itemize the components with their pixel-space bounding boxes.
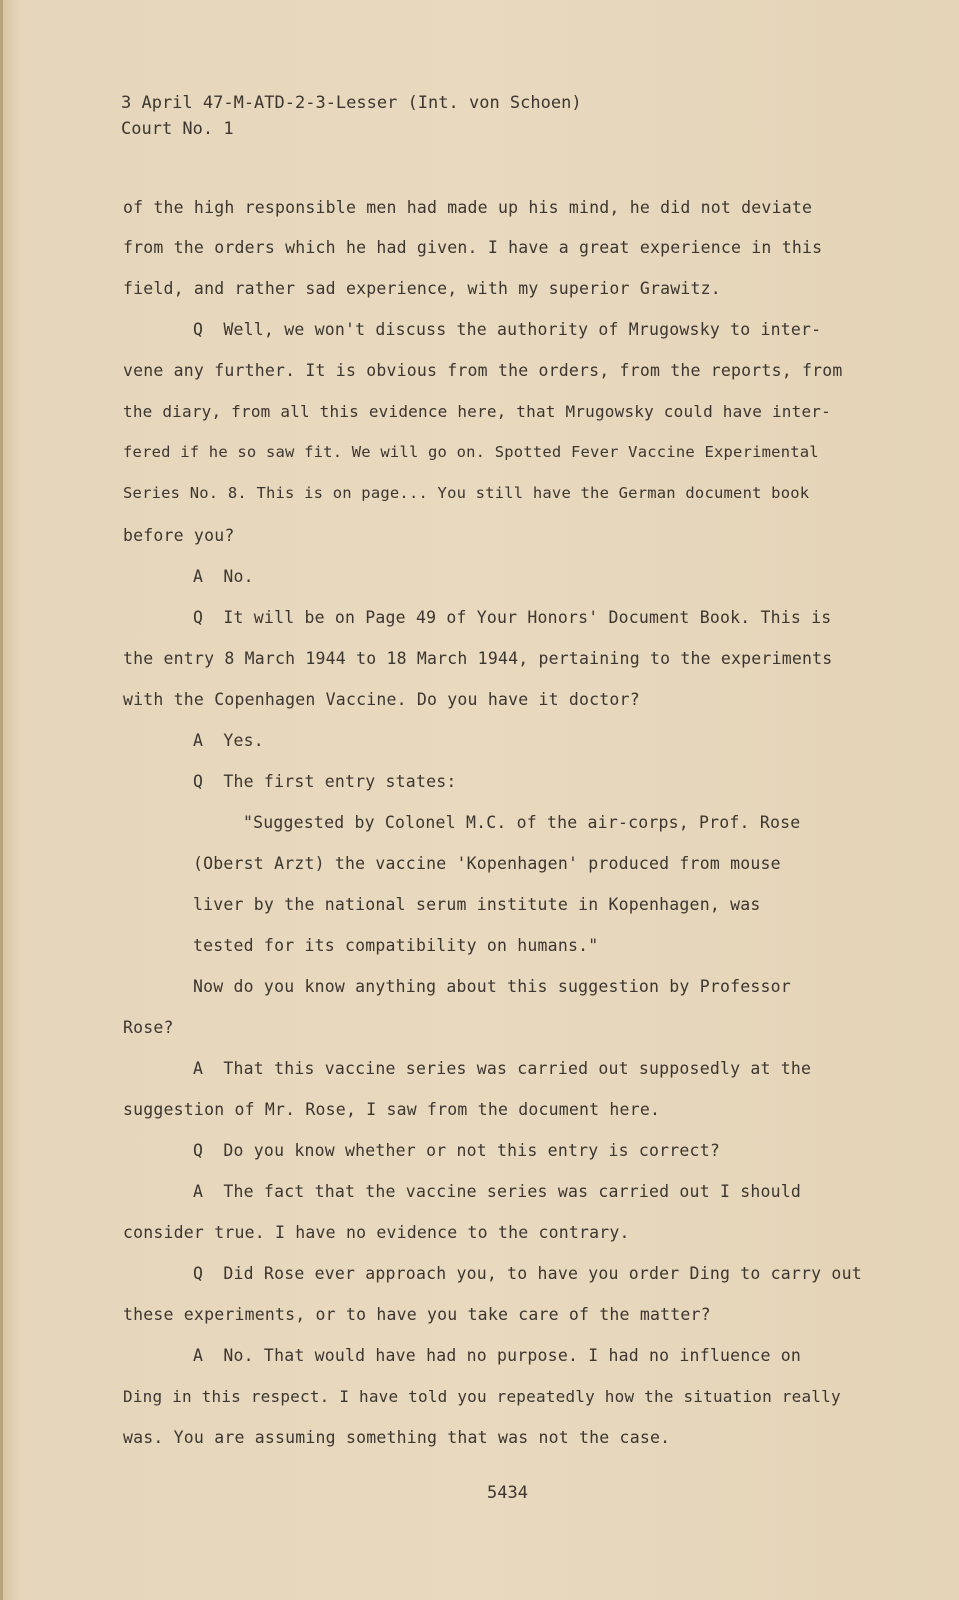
text-line: fered if he so saw fit. We will go on. Spotted Fever Vaccine Experimental (123, 443, 819, 461)
text-line: the diary, from all this evidence here, that Mrugowsky could have inter- (123, 402, 831, 421)
text-line: Rose? (123, 1018, 174, 1037)
text-line: A No. (193, 567, 254, 586)
text-line: Q Did Rose ever approach you, to have you order Ding to carry out (193, 1264, 862, 1283)
text-line: was. You are assuming something that was not the case. (123, 1428, 671, 1447)
quoted-line: (Oberst Arzt) the vaccine 'Kopenhagen' produced from mouse (193, 854, 781, 873)
text-line: Q It will be on Page 49 of Your Honors' Document Book. This is (193, 608, 832, 627)
quoted-line: "Suggested by Colonel M.C. of the air-corps, Prof. Rose (243, 813, 801, 832)
text-line: Now do you know anything about this suggestion by Professor (193, 977, 791, 996)
text-line: before you? (123, 526, 235, 545)
text-line: consider true. I have no evidence to the contrary. (123, 1223, 630, 1242)
text-line: suggestion of Mr. Rose, I saw from the document here. (123, 1100, 661, 1119)
text-line: the entry 8 March 1944 to 18 March 1944, pertaining to the experiments (123, 649, 833, 668)
page-number: 5434 (487, 1483, 528, 1503)
text-line: field, and rather sad experience, with my superior Grawitz. (123, 279, 721, 298)
text-line: A The fact that the vaccine series was carried out I should (193, 1182, 802, 1201)
text-line: Q Do you know whether or not this entry is correct? (193, 1141, 720, 1160)
text-line: Series No. 8. This is on page... You still have the German document book (123, 484, 810, 502)
document-header (121, 90, 582, 142)
text-line: these experiments, or to have you take care of the matter? (123, 1305, 711, 1324)
text-line: A No. That would have had no purpose. I had no influence on (193, 1346, 802, 1365)
text-line: of the high responsible men had made up his mind, he did not deviate (123, 198, 813, 217)
header-court-line: Court No. 1 (121, 119, 234, 139)
text-line: A Yes. (193, 731, 264, 750)
text-line: vene any further. It is obvious from the orders, from the reports, from (123, 361, 843, 380)
text-line: Q Well, we won't discuss the authority of Mrugowsky to inter- (193, 320, 822, 339)
text-line: with the Copenhagen Vaccine. Do you have it doctor? (123, 690, 640, 709)
quoted-line: tested for its compatibility on humans." (193, 936, 599, 955)
text-line: from the orders which he had given. I have a great experience in this (123, 238, 823, 257)
text-line: Q The first entry states: (193, 772, 457, 791)
text-line: A That this vaccine series was carried out supposedly at the (193, 1059, 812, 1078)
text-line: Ding in this respect. I have told you repeatedly how the situation really (123, 1387, 841, 1406)
header-date-line: 3 April 47-M-ATD-2-3-Lesser (Int. von Schoen) (121, 93, 582, 113)
quoted-line: liver by the national serum institute in Kopenhagen, was (193, 895, 761, 914)
